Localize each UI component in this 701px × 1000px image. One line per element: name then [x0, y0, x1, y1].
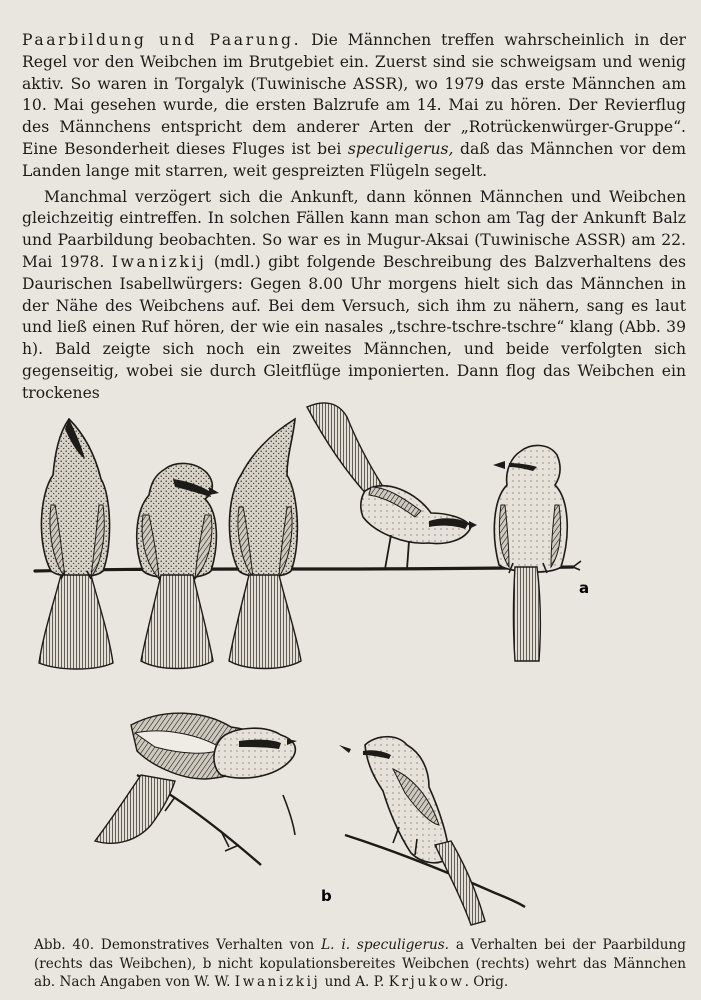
shrike-male-1 [39, 419, 113, 669]
paragraph-1 [22, 30, 686, 183]
paragraph-2-text-b: (mdl.) gibt folgende Beschreibung des Balzverhaltens des Daurischen Isabellwürgers: Gegen 8.00 Uhr morgens hielt sich das Männchen in der Nähe des Weibchens auf. Bei dem Versuch, sich ihm zu nähern, sang es laut und ließ einen Ruf hören, der wie ein nasales „tschre-tschre-tschre“ klang (Abb. 39 h). Bald zeigte sich noch ein zweites Männchen, und beide verfolgten sich gegenseitig, wobei sie durch Gleitflüge imponierten. Dann flog das Weibchen ein trockenes [22, 252, 687, 402]
paragraph-2 [22, 187, 686, 405]
caption-text-d: . Orig. [464, 974, 509, 991]
paragraph-1-text-b: daß das Männchen vor dem Landen lange mit starren, weit gespreizten Flügeln segelt. [22, 139, 686, 180]
caption-author-1: Iwanizkij [234, 974, 321, 991]
species-name: speculigerus, [347, 139, 454, 158]
caption-text-b: a Verhalten bei der Paarbildung (rechts das Weibchen), b nicht kopulationsbereites Weibchen (rechts) wehrt das Männchen ab. Nach Angaben von W. W. [34, 937, 687, 991]
caption-text-a: Abb. 40. Demonstratives Verhalten von [34, 937, 322, 953]
observer-name: Iwanizkij [111, 252, 207, 271]
figure-caption [34, 936, 686, 992]
section-lead: Paarbildung und Paarung. [22, 31, 302, 49]
caption-author-2: Krjukow [388, 974, 465, 991]
body-text [22, 30, 686, 405]
shrike-male-displaying [95, 713, 297, 843]
figure-drawing [25, 395, 665, 935]
shrike-male-bowing [307, 403, 477, 569]
caption-species: L. i. speculigerus. [321, 937, 449, 953]
figure-label-a: a [579, 579, 590, 597]
shrike-female-fending [339, 737, 485, 925]
shrike-female-a [493, 445, 567, 661]
paragraph-1-text-a: Die Männchen treffen wahrscheinlich in der Regel vor den Weibchen im Brutgebiet ein. Zuerst sind sie schweigsam und wenig aktiv. So waren in Torgalyk (Tuwinische ASSR), wo 1979 das erste Männchen am 10. Mai gesehen wurde, die ersten Balzrufe am 14. Mai zu hören. Der Revierflug des Männchens entspricht dem anderer Arten der „Rotrückenwürger-Gruppe“. Eine Besonderheit dieses Fluges ist bei [22, 31, 686, 158]
caption-text-c: und A. P. [320, 974, 389, 991]
shrike-male-2 [137, 463, 219, 668]
perch-branch-a [35, 567, 573, 571]
shrike-male-3 [229, 419, 301, 669]
figure-label-b: b [321, 887, 332, 905]
shrike-illustration [25, 395, 665, 935]
paragraph-2-text-a: Manchmal verzögert sich die Ankunft, dann können Männchen und Weibchen gleichzeitig eintreffen. In solchen Fällen kann man schon am Tag der Ankunft Balz und Paarbildung beobachten. So war es in Mugur-Aksai (Tuwinische ASSR) am 22. Mai 1978. [22, 187, 686, 271]
